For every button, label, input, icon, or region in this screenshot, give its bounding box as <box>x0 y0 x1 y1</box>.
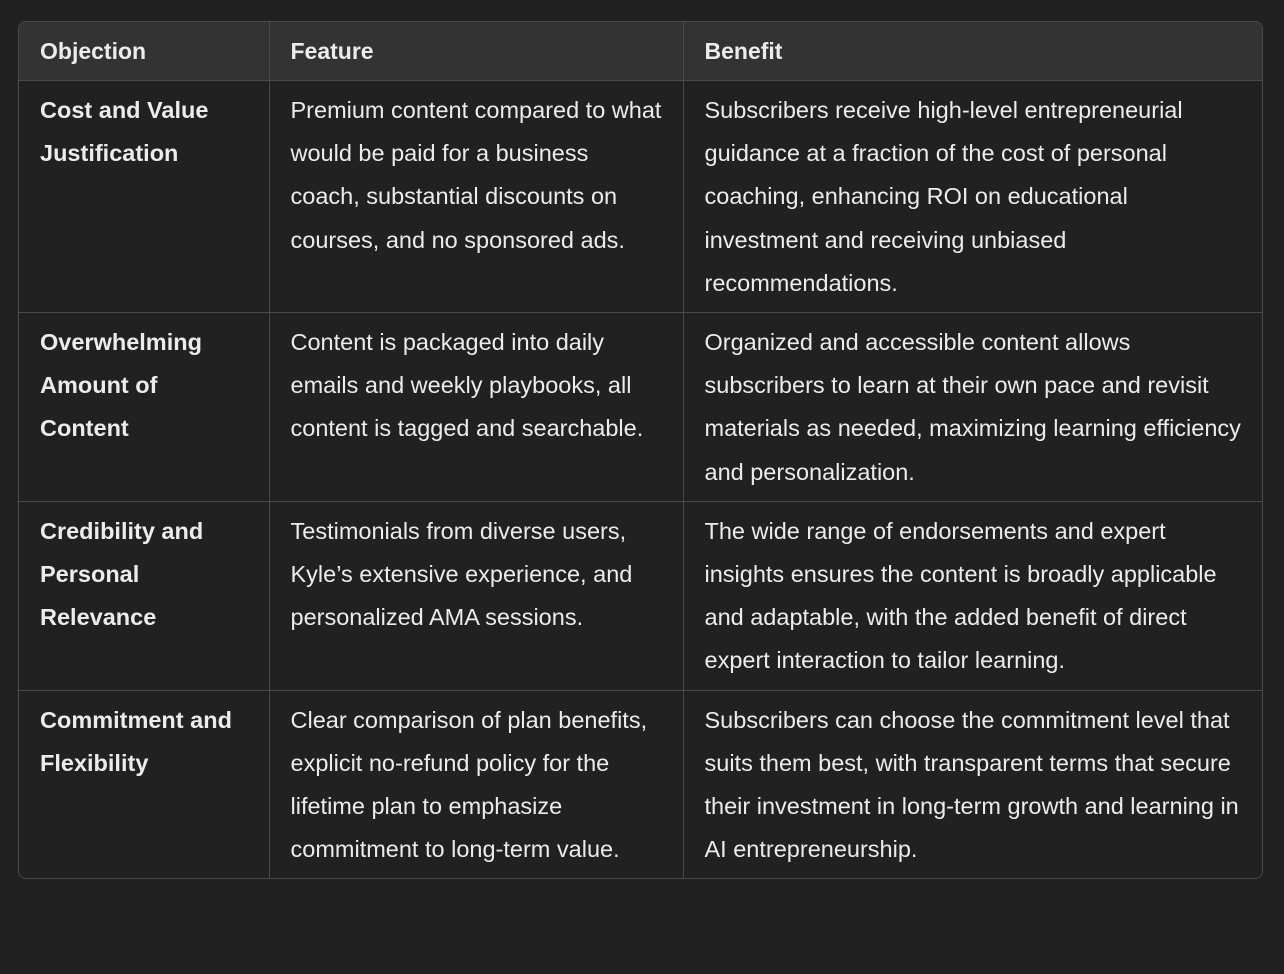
objection-cell: Cost and Value Justification <box>19 81 269 313</box>
table-header <box>19 22 1262 81</box>
benefit-cell: Subscribers receive high-level entrepreneurial guidance at a fraction of the cost of personal coaching, enhancing ROI on educational investment and receiving unbiased recommendations. <box>683 81 1262 313</box>
table-body <box>19 81 1262 879</box>
benefit-cell: Organized and accessible content allows subscribers to learn at their own pace and revisit materials as needed, maximizing learning efficiency and personalization. <box>683 313 1262 502</box>
feature-cell: Content is packaged into daily emails and weekly playbooks, all content is tagged and searchable. <box>269 313 683 502</box>
column-header-feature: Feature <box>269 22 683 81</box>
objection-cell: Overwhelming Amount of Content <box>19 313 269 502</box>
header-row <box>19 22 1262 81</box>
column-header-benefit: Benefit <box>683 22 1262 81</box>
objection-cell: Credibility and Personal Relevance <box>19 501 269 690</box>
table-row <box>19 690 1262 878</box>
table-row <box>19 81 1262 313</box>
feature-cell: Premium content compared to what would be paid for a business coach, substantial discounts on courses, and no sponsored ads. <box>269 81 683 313</box>
data-table <box>19 22 1262 878</box>
table-row <box>19 313 1262 502</box>
column-header-objection: Objection <box>19 22 269 81</box>
benefit-cell: The wide range of endorsements and expert insights ensures the content is broadly applicable and adaptable, with the added benefit of direct expert interaction to tailor learning. <box>683 501 1262 690</box>
feature-cell: Testimonials from diverse users, Kyle’s extensive experience, and personalized AMA sessions. <box>269 501 683 690</box>
feature-cell: Clear comparison of plan benefits, explicit no-refund policy for the lifetime plan to emphasize commitment to long-term value. <box>269 690 683 878</box>
benefit-cell: Subscribers can choose the commitment level that suits them best, with transparent terms that secure their investment in long-term growth and learning in AI entrepreneurship. <box>704 706 1239 863</box>
objection-cell: Commitment and Flexibility <box>19 690 269 878</box>
table-row <box>19 501 1262 690</box>
objection-feature-benefit-table <box>18 21 1263 879</box>
